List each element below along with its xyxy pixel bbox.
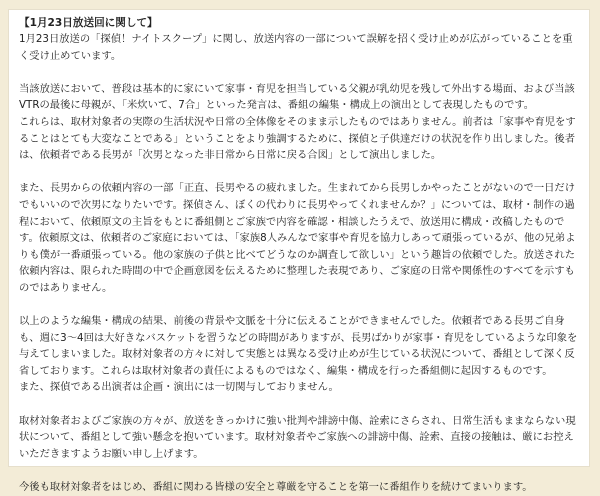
- notice-heading: 【1月23日放送回に関して】: [19, 17, 158, 29]
- notice-panel: [8, 9, 590, 494]
- paragraph-gap: [19, 396, 580, 413]
- closing-paragraph: 今後も取材対象者をはじめ、番組に関わる皆様の安全と尊厳を守ることを第一に番組作りを続けてまいります。: [19, 481, 533, 494]
- paragraph-4: 取材対象者およびご家族の方々が、放送をきっかけに強い批判や誹謗中傷、詮索にさらされ、日常生活もままならない現状について、番組として強い懸念を抱いています。取材対象者やご家族への誹謗中傷、詮索、直接の接触は、厳にお控えいただきますようお願い申し上げます。: [19, 414, 576, 460]
- paragraph-gap: [19, 462, 580, 479]
- paragraph-1b: これらは、取材対象者の実際の生活状況や日常の全体像をそのまま示したものではありません。前者は「家事や育児をすることはとても大変なことである」ということをより強調するために、探偵と子供達だけの状況を作り出しました。後者は、依頼者である長男が「次男となった非日常から日常に戻る合図」として演出しました。: [19, 115, 576, 162]
- paragraph-gap: [19, 297, 580, 314]
- paragraph-gap: [19, 164, 580, 181]
- paragraph-3a: 以上のような編集・構成の結果、前後の背景や文脈を十分に伝えることができませんでした。依頼者である長男ご自身も、週に3〜4回は大好きなバスケットを習うなどの時間がありますが、長男ばかりが家事・育児をしているような印象を与えてしまいました。取材対象者の方々に対して実態とは異なる受け止めが生じている状況について、番組として深く反省しております。これらは取材対象者の責任によるものではなく、編集・構成を行った番組側に起因するものです。: [19, 315, 578, 377]
- paragraph-3b: また、探偵である出演者は企画・演出には一切関与しておりません。: [19, 381, 339, 394]
- paragraph-gap: [19, 64, 580, 81]
- paragraph-2: また、長男からの依頼内容の一部「正直、長男やるの疲れました。生まれてから長男しかやったことがないので一日だけでもいいので次男になりたいです。探偵さん、ぼくの代わりに長男やってくれませんか？」については、取材・制作の過程において、依頼原文の主旨をもとに番組側とご家族で内容を確認・相談したうえで、放送用に構成・改稿したものです。依頼原文は、依頼者のご家庭においては、「家族8人みんなで家事や育児を協力しあって頑張っているが、他の兄弟よりも僕が一番頑張っている。他の家族の子供と比べてどうなのか調査して欲しい」という趣旨の依頼でした。放送された依頼内容は、限られた時間の中で企画意図を伝えるために整理した表現であり、ご家庭の日常や関係性のすべてを示すものではありません。: [19, 182, 576, 294]
- paragraph-1a: 当該放送において、普段は基本的に家にいて家事・育児を担当している父親が乳幼児を残して外出する場面、および当該VTRの最後に母親が、「米炊いて、7合」といった発言は、番組の編集・構成上の演出として表現したものです。: [19, 82, 575, 112]
- intro-paragraph: 1月23日放送の「探偵！ナイトスクープ」に関し、放送内容の一部について誤解を招く受け止めが広がっていることを重く受け止めています。: [19, 33, 573, 62]
